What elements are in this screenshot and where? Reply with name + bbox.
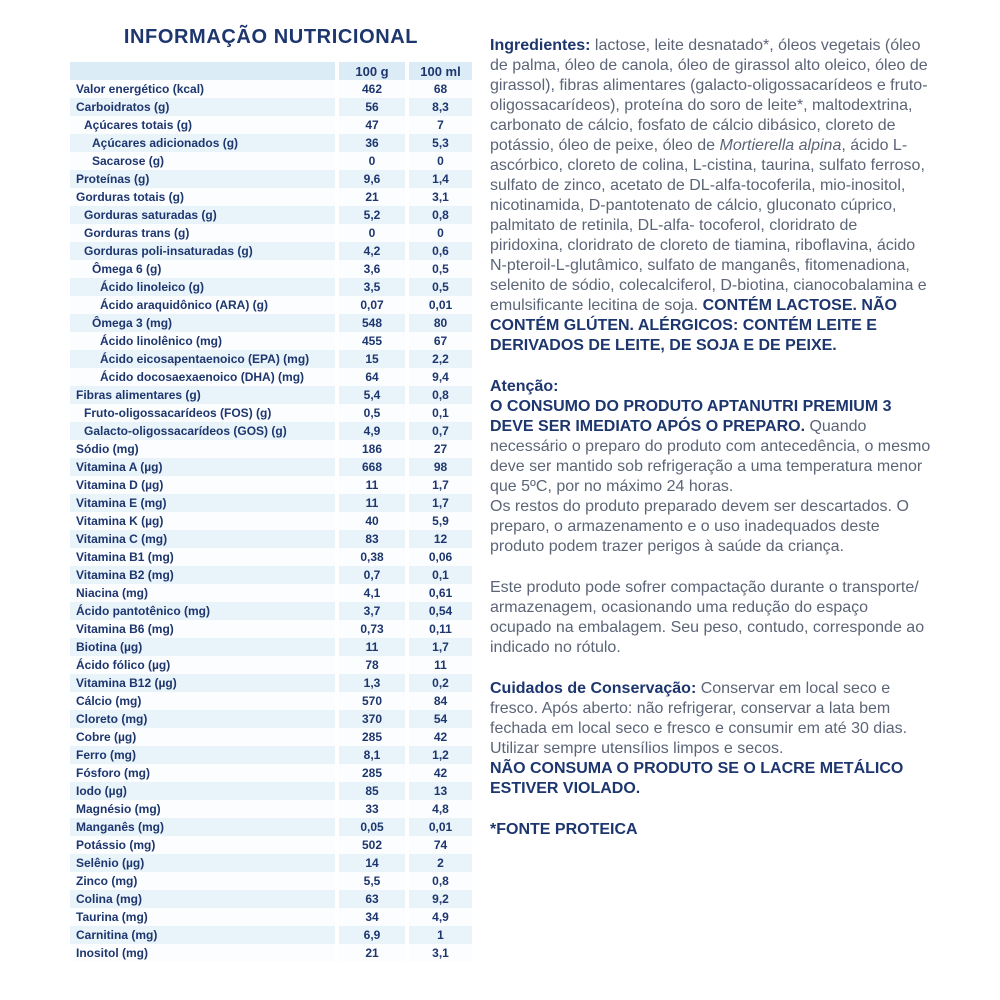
row-value-100ml: 0,5 bbox=[409, 278, 472, 296]
row-label: Fibras alimentares (g) bbox=[70, 386, 335, 404]
row-value-100ml: 2 bbox=[409, 854, 472, 872]
ingredients-paragraph bbox=[490, 36, 932, 356]
row-value-100g: 14 bbox=[339, 854, 405, 872]
row-label: Gorduras poli-insaturadas (g) bbox=[70, 242, 335, 260]
table-row bbox=[70, 224, 472, 242]
row-label: Taurina (mg) bbox=[70, 908, 335, 926]
attention-paragraph bbox=[490, 377, 932, 557]
row-value-100g: 0,05 bbox=[339, 818, 405, 836]
bold-text: Atenção: bbox=[490, 378, 559, 395]
row-value-100g: 8,1 bbox=[339, 746, 405, 764]
table-row bbox=[70, 710, 472, 728]
row-label: Vitamina D (µg) bbox=[70, 476, 335, 494]
bold-text: Ingredientes: bbox=[490, 37, 591, 54]
row-value-100g: 548 bbox=[339, 314, 405, 332]
row-value-100g: 3,5 bbox=[339, 278, 405, 296]
row-label: Manganês (mg) bbox=[70, 818, 335, 836]
row-value-100ml: 1 bbox=[409, 926, 472, 944]
row-value-100g: 455 bbox=[339, 332, 405, 350]
row-value-100g: 63 bbox=[339, 890, 405, 908]
row-value-100ml: 0,06 bbox=[409, 548, 472, 566]
row-value-100ml: 42 bbox=[409, 728, 472, 746]
table-row bbox=[70, 638, 472, 656]
table-row bbox=[70, 134, 472, 152]
table-row bbox=[70, 782, 472, 800]
text-column bbox=[490, 36, 932, 861]
row-value-100g: 85 bbox=[339, 782, 405, 800]
row-value-100ml: 1,2 bbox=[409, 746, 472, 764]
row-label: Niacina (mg) bbox=[70, 584, 335, 602]
column-header-100g: 100 g bbox=[339, 62, 405, 80]
row-label: Fósforo (mg) bbox=[70, 764, 335, 782]
row-label: Galacto-oligossacarídeos (GOS) (g) bbox=[70, 422, 335, 440]
row-value-100g: 15 bbox=[339, 350, 405, 368]
row-value-100g: 33 bbox=[339, 800, 405, 818]
row-value-100g: 3,6 bbox=[339, 260, 405, 278]
row-value-100ml: 0,2 bbox=[409, 674, 472, 692]
row-value-100ml: 4,9 bbox=[409, 908, 472, 926]
row-value-100g: 40 bbox=[339, 512, 405, 530]
row-label: Vitamina E (mg) bbox=[70, 494, 335, 512]
row-label: Ácido araquidônico (ARA) (g) bbox=[70, 296, 335, 314]
row-value-100g: 64 bbox=[339, 368, 405, 386]
row-label: Cálcio (mg) bbox=[70, 692, 335, 710]
table-row bbox=[70, 602, 472, 620]
table-row bbox=[70, 80, 472, 98]
row-label: Vitamina K (µg) bbox=[70, 512, 335, 530]
row-value-100ml: 68 bbox=[409, 80, 472, 98]
row-value-100g: 0,38 bbox=[339, 548, 405, 566]
table-row bbox=[70, 350, 472, 368]
nutrition-table bbox=[70, 62, 472, 962]
row-label: Vitamina A (µg) bbox=[70, 458, 335, 476]
row-label: Cloreto (mg) bbox=[70, 710, 335, 728]
row-label: Vitamina B1 (mg) bbox=[70, 548, 335, 566]
row-label: Vitamina B12 (µg) bbox=[70, 674, 335, 692]
table-row bbox=[70, 818, 472, 836]
row-value-100g: 0,7 bbox=[339, 566, 405, 584]
row-label: Carboidratos (g) bbox=[70, 98, 335, 116]
row-value-100ml: 74 bbox=[409, 836, 472, 854]
row-value-100ml: 8,3 bbox=[409, 98, 472, 116]
body-text: Conservar em local seco e fresco. Após aberto: não refrigerar, conservar a lata bem fechada em local seco e fresco e consumir em até 30 dias. Utilizar sempre utensílios limpos e secos. bbox=[490, 680, 908, 757]
table-header-row bbox=[70, 62, 472, 80]
row-value-100ml: 0 bbox=[409, 224, 472, 242]
table-rows bbox=[70, 80, 472, 962]
row-label: Açúcares adicionados (g) bbox=[70, 134, 335, 152]
italic-text: Mortierella alpina bbox=[719, 137, 842, 154]
bold-text: Cuidados de Conservação: bbox=[490, 680, 697, 697]
table-row bbox=[70, 242, 472, 260]
row-value-100g: 5,4 bbox=[339, 386, 405, 404]
compaction-paragraph bbox=[490, 578, 932, 658]
table-row bbox=[70, 116, 472, 134]
table-row bbox=[70, 854, 472, 872]
row-value-100g: 11 bbox=[339, 638, 405, 656]
table-row bbox=[70, 260, 472, 278]
row-label: Proteínas (g) bbox=[70, 170, 335, 188]
row-value-100g: 0,5 bbox=[339, 404, 405, 422]
row-value-100g: 36 bbox=[339, 134, 405, 152]
body-text: , ácido L-ascórbico, cloreto de colina, L-cistina, taurina, sulfato ferroso, sulfato de zinco, acetato de DL-alfa-tocoferila, mio-inositol, nicotinamida, D-pantotenato de cálcio, gluconato cúprico, palmitato de retinila, DL-alfa- tocoferol, cloridrato de piridoxina, cloridrato de cloreto de tiamina, riboflavina, ácido N-pteroil-L-glutâmico, sulfato de manganês, fitomenadiona, selenito de sódio, colecalciferol, D-biotina, cianocobalamina e emulsificante lecitina de soja. bbox=[490, 137, 927, 314]
row-value-100g: 502 bbox=[339, 836, 405, 854]
table-row bbox=[70, 458, 472, 476]
row-label: Inositol (mg) bbox=[70, 944, 335, 962]
table-row bbox=[70, 584, 472, 602]
table-row bbox=[70, 530, 472, 548]
table-row bbox=[70, 728, 472, 746]
table-row bbox=[70, 440, 472, 458]
row-label: Ácido eicosapentaenoico (EPA) (mg) bbox=[70, 350, 335, 368]
row-value-100ml: 0,7 bbox=[409, 422, 472, 440]
row-value-100ml: 27 bbox=[409, 440, 472, 458]
row-value-100g: 285 bbox=[339, 764, 405, 782]
row-value-100ml: 1,7 bbox=[409, 476, 472, 494]
row-label: Ômega 6 (g) bbox=[70, 260, 335, 278]
row-value-100g: 9,6 bbox=[339, 170, 405, 188]
row-value-100ml: 5,3 bbox=[409, 134, 472, 152]
row-label: Ácido fólico (µg) bbox=[70, 656, 335, 674]
table-row bbox=[70, 98, 472, 116]
table-row bbox=[70, 386, 472, 404]
row-value-100g: 370 bbox=[339, 710, 405, 728]
row-label: Gorduras totais (g) bbox=[70, 188, 335, 206]
row-value-100g: 462 bbox=[339, 80, 405, 98]
row-value-100ml: 11 bbox=[409, 656, 472, 674]
bold-text: *FONTE PROTEICA bbox=[490, 821, 638, 838]
row-label: Ácido linoleico (g) bbox=[70, 278, 335, 296]
bold-text: CONTÉM LACTOSE. NÃO CONTÉM GLÚTEN. ALÉRGICOS: CONTÉM LEITE E DERIVADOS DE LEITE, DE SOJA E DE PEIXE. bbox=[490, 297, 897, 354]
table-row bbox=[70, 296, 472, 314]
row-value-100g: 47 bbox=[339, 116, 405, 134]
table-row bbox=[70, 404, 472, 422]
row-label: Ácido pantotênico (mg) bbox=[70, 602, 335, 620]
table-row bbox=[70, 422, 472, 440]
row-value-100ml: 1,7 bbox=[409, 638, 472, 656]
table-row bbox=[70, 764, 472, 782]
row-value-100ml: 0,1 bbox=[409, 404, 472, 422]
table-row bbox=[70, 620, 472, 638]
table-row bbox=[70, 332, 472, 350]
table-row bbox=[70, 170, 472, 188]
row-value-100ml: 2,2 bbox=[409, 350, 472, 368]
row-value-100g: 3,7 bbox=[339, 602, 405, 620]
table-row bbox=[70, 890, 472, 908]
bold-text: NÃO CONSUMA O PRODUTO SE O LACRE METÁLICO ESTIVER VIOLADO. bbox=[490, 760, 904, 797]
table-row bbox=[70, 746, 472, 764]
row-value-100ml: 1,4 bbox=[409, 170, 472, 188]
row-value-100ml: 9,2 bbox=[409, 890, 472, 908]
table-row bbox=[70, 908, 472, 926]
row-value-100g: 11 bbox=[339, 494, 405, 512]
row-label: Açúcares totais (g) bbox=[70, 116, 335, 134]
table-row bbox=[70, 674, 472, 692]
row-value-100g: 83 bbox=[339, 530, 405, 548]
table-row bbox=[70, 206, 472, 224]
table-row bbox=[70, 800, 472, 818]
row-label: Ácido linolênico (mg) bbox=[70, 332, 335, 350]
column-header-100ml: 100 ml bbox=[409, 62, 472, 80]
table-row bbox=[70, 188, 472, 206]
table-row bbox=[70, 836, 472, 854]
row-value-100ml: 0,8 bbox=[409, 206, 472, 224]
conservation-paragraph bbox=[490, 679, 932, 799]
table-row bbox=[70, 368, 472, 386]
row-value-100g: 56 bbox=[339, 98, 405, 116]
row-label: Vitamina C (mg) bbox=[70, 530, 335, 548]
row-value-100ml: 54 bbox=[409, 710, 472, 728]
row-value-100ml: 80 bbox=[409, 314, 472, 332]
row-value-100ml: 9,4 bbox=[409, 368, 472, 386]
row-label: Vitamina B2 (mg) bbox=[70, 566, 335, 584]
table-row bbox=[70, 656, 472, 674]
row-value-100ml: 0,1 bbox=[409, 566, 472, 584]
row-value-100ml: 7 bbox=[409, 116, 472, 134]
row-label: Sódio (mg) bbox=[70, 440, 335, 458]
row-value-100ml: 5,9 bbox=[409, 512, 472, 530]
row-value-100ml: 0 bbox=[409, 152, 472, 170]
row-value-100g: 285 bbox=[339, 728, 405, 746]
row-value-100g: 6,9 bbox=[339, 926, 405, 944]
nutrition-table-section bbox=[70, 26, 472, 962]
row-value-100ml: 0,01 bbox=[409, 296, 472, 314]
row-label: Ferro (mg) bbox=[70, 746, 335, 764]
row-value-100ml: 0,5 bbox=[409, 260, 472, 278]
row-label: Colina (mg) bbox=[70, 890, 335, 908]
row-label: Potássio (mg) bbox=[70, 836, 335, 854]
row-value-100ml: 3,1 bbox=[409, 188, 472, 206]
body-text: Os restos do produto preparado devem ser descartados. O preparo, o armazenamento e o uso inadequados deste produto podem trazer perigos à saúde da criança. bbox=[490, 498, 909, 555]
row-label: Iodo (µg) bbox=[70, 782, 335, 800]
body-text: Quando necessário o preparo do produto com antecedência, o mesmo deve ser mantido sob refrigeração a uma temperatura menor que 5ºC, por no máximo 24 horas. bbox=[490, 418, 931, 495]
row-label: Ácido docosaexaenoico (DHA) (mg) bbox=[70, 368, 335, 386]
table-row bbox=[70, 944, 472, 962]
row-value-100g: 1,3 bbox=[339, 674, 405, 692]
row-label: Cobre (µg) bbox=[70, 728, 335, 746]
row-value-100ml: 13 bbox=[409, 782, 472, 800]
row-value-100g: 5,2 bbox=[339, 206, 405, 224]
row-label: Magnésio (mg) bbox=[70, 800, 335, 818]
row-value-100ml: 1,7 bbox=[409, 494, 472, 512]
page-title: INFORMAÇÃO NUTRICIONAL bbox=[123, 26, 419, 48]
row-value-100g: 21 bbox=[339, 188, 405, 206]
table-row bbox=[70, 314, 472, 332]
row-value-100g: 0 bbox=[339, 224, 405, 242]
row-value-100g: 4,9 bbox=[339, 422, 405, 440]
row-value-100g: 668 bbox=[339, 458, 405, 476]
row-value-100ml: 84 bbox=[409, 692, 472, 710]
table-row bbox=[70, 566, 472, 584]
body-text: lactose, leite desnatado*, óleos vegetais (óleo de palma, óleo de canola, óleo de girassol alto oleico, óleo de girassol), fibras alimentares (galacto-oligossacarídeos e fruto-oligossacarídeos), proteína do soro de leite*, maltodextrina, carbonato de cálcio, fosfato de cálcio dibásico, cloreto de potássio, óleo de peixe, óleo de bbox=[490, 37, 928, 154]
row-value-100g: 186 bbox=[339, 440, 405, 458]
table-row bbox=[70, 692, 472, 710]
row-label: Ômega 3 (mg) bbox=[70, 314, 335, 332]
row-value-100ml: 3,1 bbox=[409, 944, 472, 962]
row-value-100g: 570 bbox=[339, 692, 405, 710]
row-value-100ml: 0,8 bbox=[409, 872, 472, 890]
row-label: Selênio (µg) bbox=[70, 854, 335, 872]
row-value-100g: 4,2 bbox=[339, 242, 405, 260]
row-value-100ml: 0,54 bbox=[409, 602, 472, 620]
row-value-100ml: 0,6 bbox=[409, 242, 472, 260]
table-row bbox=[70, 512, 472, 530]
row-value-100g: 78 bbox=[339, 656, 405, 674]
row-value-100g: 0 bbox=[339, 152, 405, 170]
table-row bbox=[70, 872, 472, 890]
row-value-100g: 4,1 bbox=[339, 584, 405, 602]
row-value-100ml: 98 bbox=[409, 458, 472, 476]
row-value-100ml: 0,11 bbox=[409, 620, 472, 638]
bold-text: O CONSUMO DO PRODUTO APTANUTRI PREMIUM 3 DEVE SER IMEDIATO APÓS O PREPARO. bbox=[490, 398, 892, 435]
row-value-100g: 0,07 bbox=[339, 296, 405, 314]
row-value-100ml: 0,8 bbox=[409, 386, 472, 404]
row-label: Biotina (µg) bbox=[70, 638, 335, 656]
table-row bbox=[70, 926, 472, 944]
row-value-100ml: 0,61 bbox=[409, 584, 472, 602]
table-row bbox=[70, 548, 472, 566]
protein-source-footnote bbox=[490, 820, 932, 840]
row-value-100g: 5,5 bbox=[339, 872, 405, 890]
row-label: Carnitina (mg) bbox=[70, 926, 335, 944]
row-label: Valor energético (kcal) bbox=[70, 80, 335, 98]
row-value-100ml: 67 bbox=[409, 332, 472, 350]
table-row bbox=[70, 278, 472, 296]
row-label: Gorduras saturadas (g) bbox=[70, 206, 335, 224]
table-row bbox=[70, 152, 472, 170]
row-label: Zinco (mg) bbox=[70, 872, 335, 890]
row-value-100ml: 12 bbox=[409, 530, 472, 548]
row-value-100g: 21 bbox=[339, 944, 405, 962]
row-value-100g: 0,73 bbox=[339, 620, 405, 638]
row-label: Fruto-oligossacarídeos (FOS) (g) bbox=[70, 404, 335, 422]
row-label: Vitamina B6 (mg) bbox=[70, 620, 335, 638]
table-row bbox=[70, 494, 472, 512]
row-value-100ml: 42 bbox=[409, 764, 472, 782]
row-label: Gorduras trans (g) bbox=[70, 224, 335, 242]
row-value-100ml: 4,8 bbox=[409, 800, 472, 818]
body-text: Este produto pode sofrer compactação durante o transporte/ armazenagem, ocasionando uma redução do espaço ocupado na embalagem. Seu peso, contudo, corresponde ao indicado no rótulo. bbox=[490, 579, 925, 656]
row-value-100ml: 0,01 bbox=[409, 818, 472, 836]
column-header-empty bbox=[70, 62, 335, 80]
row-label: Sacarose (g) bbox=[70, 152, 335, 170]
row-value-100g: 34 bbox=[339, 908, 405, 926]
table-row bbox=[70, 476, 472, 494]
row-value-100g: 11 bbox=[339, 476, 405, 494]
